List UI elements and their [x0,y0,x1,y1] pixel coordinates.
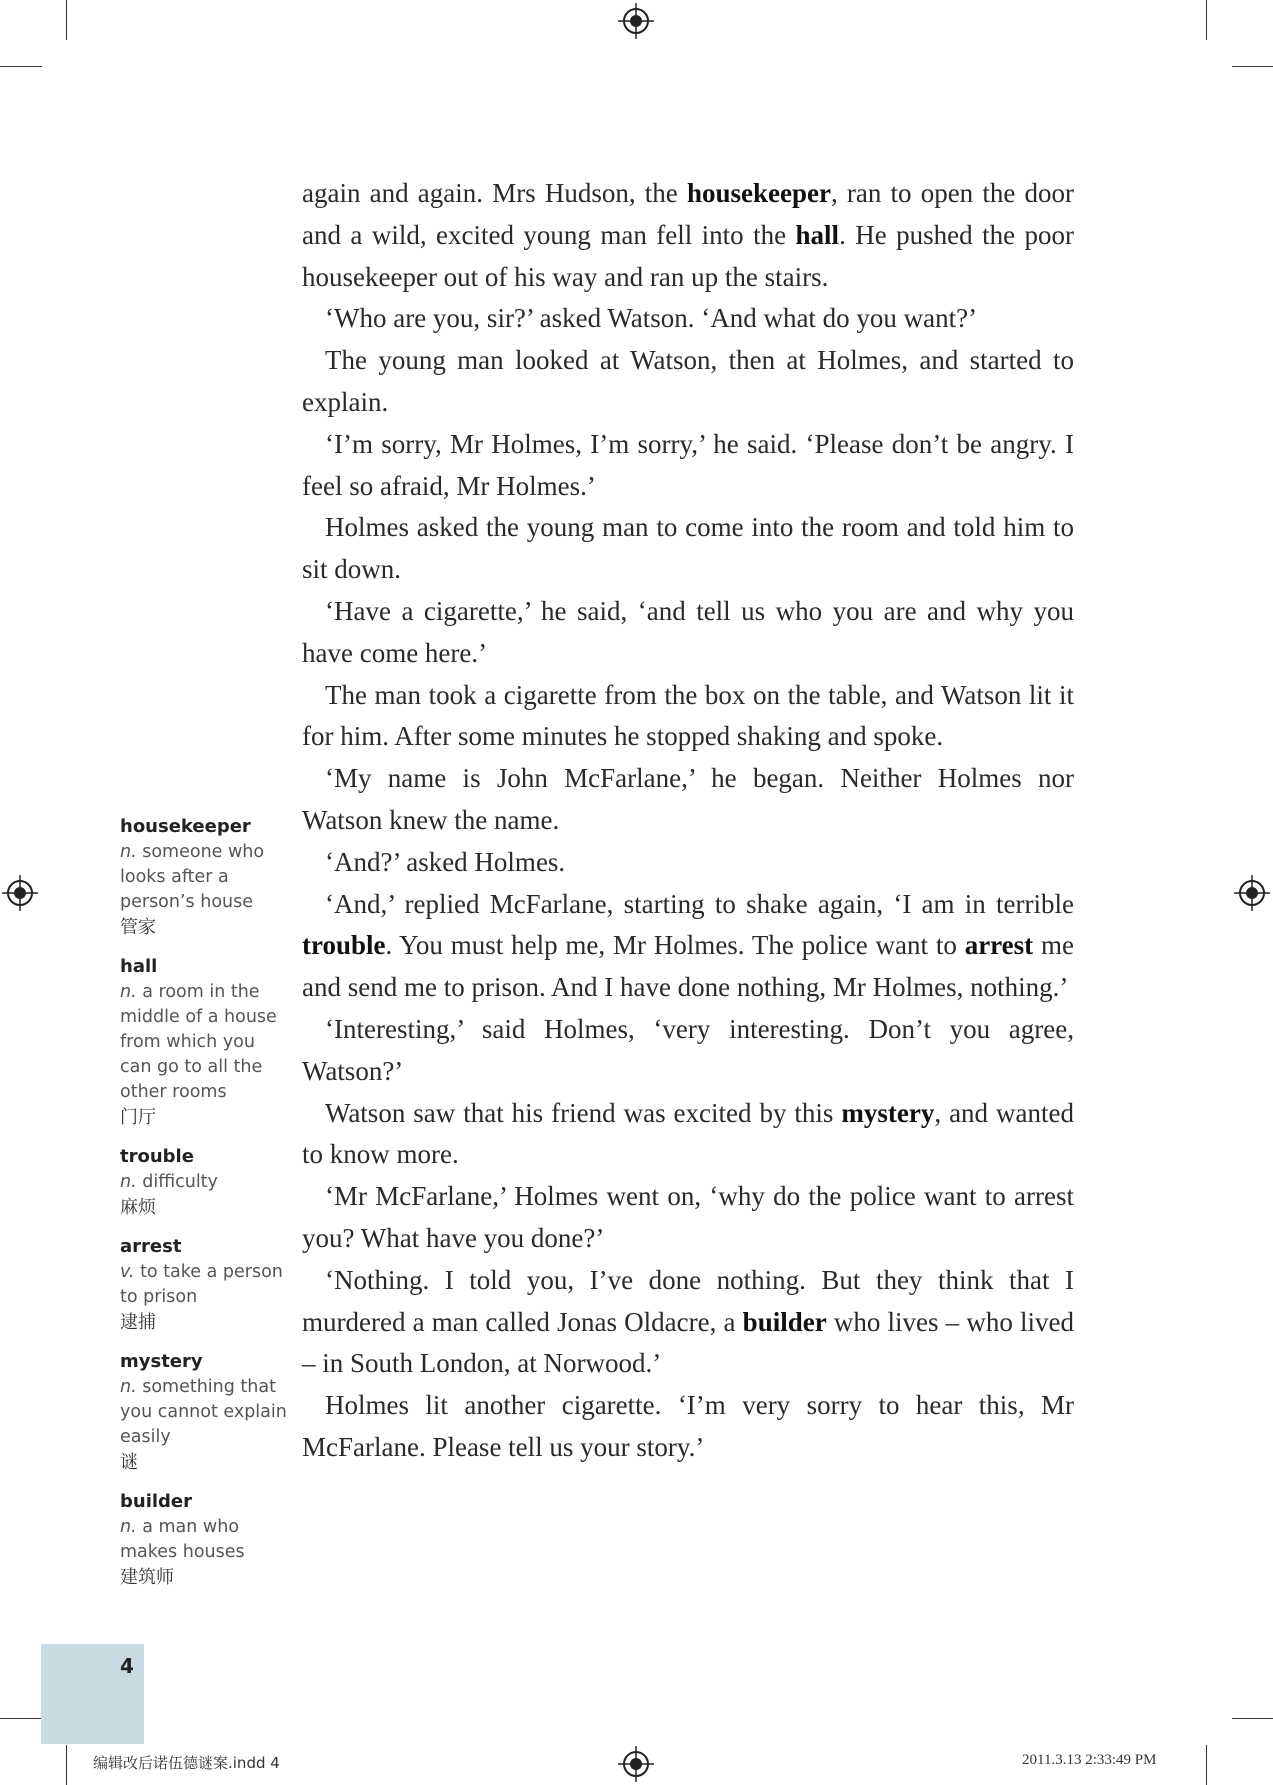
glossary-term-highlight: housekeeper [686,178,831,208]
crop-mark [1232,1718,1273,1719]
crop-mark [1232,66,1273,67]
paragraph-text: Holmes asked the young man to come into the room and told him to sit down. [302,512,1074,585]
story-paragraph [302,298,1074,340]
glossary-chinese: 门厅 [120,1107,156,1128]
registration-mark-icon [618,3,654,39]
paragraph-text: me and send me to prison. And I have done nothing, Mr Holmes, nothing.’ [302,930,1074,1003]
paragraph-text: ‘My name is John McFarlane,’ he began. Neither Holmes nor Watson knew the name. [302,763,1074,835]
glossary-definition-text: difficulty [136,1172,218,1192]
paragraph-text: , ran to open the door and a wild, excited young man fell into the [302,178,1074,250]
registration-mark-icon [1234,875,1270,911]
glossary-part-of-speech: n. [120,1172,137,1192]
paragraph-text: . He pushed the poor housekeeper out of his way and ran up the stairs. [302,219,1074,292]
glossary-term-highlight: builder [742,1306,827,1337]
glossary-definition [120,1170,290,1195]
glossary-definition [120,980,290,1105]
glossary-definition-text: something that you cannot explain easily [120,1377,287,1447]
story-paragraph [302,424,1074,508]
glossary-word: mystery [120,1351,203,1372]
glossary-word: arrest [120,1236,182,1257]
glossary-chinese: 管家 [120,917,156,938]
glossary-entry [120,954,290,1130]
glossary-term-highlight: trouble [302,930,386,961]
paragraph-text: who lives – who lived – in South London, at Norwood.’ [302,1306,1074,1379]
paragraph-text: ‘Who are you, sir?’ asked Watson. ‘And what do you want?’ [325,303,978,334]
paragraph-text: ‘I’m sorry, Mr Holmes, I’m sorry,’ he said. ‘Please don’t be angry. I feel so afraid, Mr Holmes.’ [302,428,1074,501]
paragraph-text: The man took a cigarette from the box on the table, and Watson lit it for him. After some minutes he stopped shaking and spoke. [302,679,1074,752]
glossary-definition-text: to take a person to prison [120,1262,283,1307]
paragraph-text: ‘And,’ replied McFarlane, starting to shake again, ‘I am in terrible [325,888,1074,919]
registration-mark-icon [618,1746,654,1782]
story-paragraph [302,1009,1074,1093]
glossary-chinese: 建筑师 [120,1567,174,1588]
glossary-entry [120,814,290,940]
glossary-sidebar [120,814,290,1604]
paragraph-text: ‘Have a cigarette,’ he said, ‘and tell us who you are and why you have come here.’ [302,595,1074,668]
crop-mark [0,1718,42,1719]
paragraph-text: , and wanted to know more. [302,1097,1074,1170]
glossary-entry [120,1349,290,1475]
story-paragraph [302,1385,1074,1469]
story-paragraph [302,591,1074,675]
story-paragraph [302,884,1074,1009]
glossary-word: hall [120,956,158,977]
story-text-column [302,173,1074,1469]
story-paragraph [302,340,1074,424]
registration-mark-icon [2,875,38,911]
story-paragraph [302,675,1074,759]
paragraph-text: again and again. Mrs Hudson, the [302,178,687,208]
glossary-entry [120,1144,290,1220]
story-paragraph [302,842,1074,884]
glossary-definition-text: someone who looks after a person’s house [120,842,265,912]
story-paragraph [302,758,1074,842]
glossary-part-of-speech: n. [120,1377,137,1397]
glossary-definition-text: a room in the middle of a house from which you can go to all the other rooms [120,982,277,1102]
paragraph-text: ‘And?’ asked Holmes. [325,846,566,877]
paragraph-text: ‘Mr McFarlane,’ Holmes went on, ‘why do the police want to arrest you? What have you done?’ [302,1181,1074,1253]
crop-mark [1206,1745,1207,1785]
glossary-entry [120,1234,290,1335]
slug-file-name: 编辑改后诺伍德谜案.indd 4 [93,1754,280,1772]
glossary-word: housekeeper [120,816,251,837]
glossary-term-highlight: mystery [841,1097,935,1128]
crop-mark [66,0,67,40]
glossary-chinese: 谜 [120,1452,138,1473]
crop-mark [0,66,42,67]
story-paragraph [302,1176,1074,1260]
crop-mark [66,1745,67,1785]
story-paragraph [302,507,1074,591]
crop-mark [1206,0,1207,40]
paragraph-text: ‘Interesting,’ said Holmes, ‘very interesting. Don’t you agree, Watson?’ [302,1013,1074,1086]
paragraph-text: Holmes lit another cigarette. ‘I’m very sorry to hear this, Mr McFarlane. Please tell us your story.’ [302,1390,1074,1462]
glossary-entry [120,1489,290,1590]
glossary-word: trouble [120,1146,194,1167]
glossary-word: builder [120,1491,193,1512]
glossary-definition [120,840,290,915]
paragraph-text: ‘Nothing. I told you, I’ve done nothing. But they think that I murdered a man called Jonas Oldacre, a [302,1264,1074,1337]
story-paragraph [302,1260,1074,1385]
glossary-definition [120,1260,290,1310]
glossary-chinese: 麻烦 [120,1197,156,1218]
glossary-part-of-speech: n. [120,842,137,862]
paragraph-text: Watson saw that his friend was excited by this [325,1097,842,1128]
glossary-part-of-speech: n. [120,1517,137,1537]
glossary-term-highlight: hall [795,219,840,250]
glossary-part-of-speech: n. [120,982,137,1002]
paragraph-text: . You must help me, Mr Holmes. The police want to [385,930,965,961]
glossary-definition-text: a man who makes houses [120,1517,245,1562]
paragraph-text: The young man looked at Watson, then at Holmes, and started to explain. [302,345,1074,417]
glossary-definition [120,1375,290,1450]
glossary-definition [120,1515,290,1565]
story-paragraph [302,1093,1074,1177]
slug-timestamp: 2011.3.13 2:33:49 PM [1022,1752,1157,1768]
glossary-part-of-speech: v. [120,1262,135,1282]
glossary-chinese: 逮捕 [120,1312,156,1333]
glossary-term-highlight: arrest [964,930,1034,961]
page-number: 4 [120,1654,134,1678]
story-paragraph [302,173,1074,298]
